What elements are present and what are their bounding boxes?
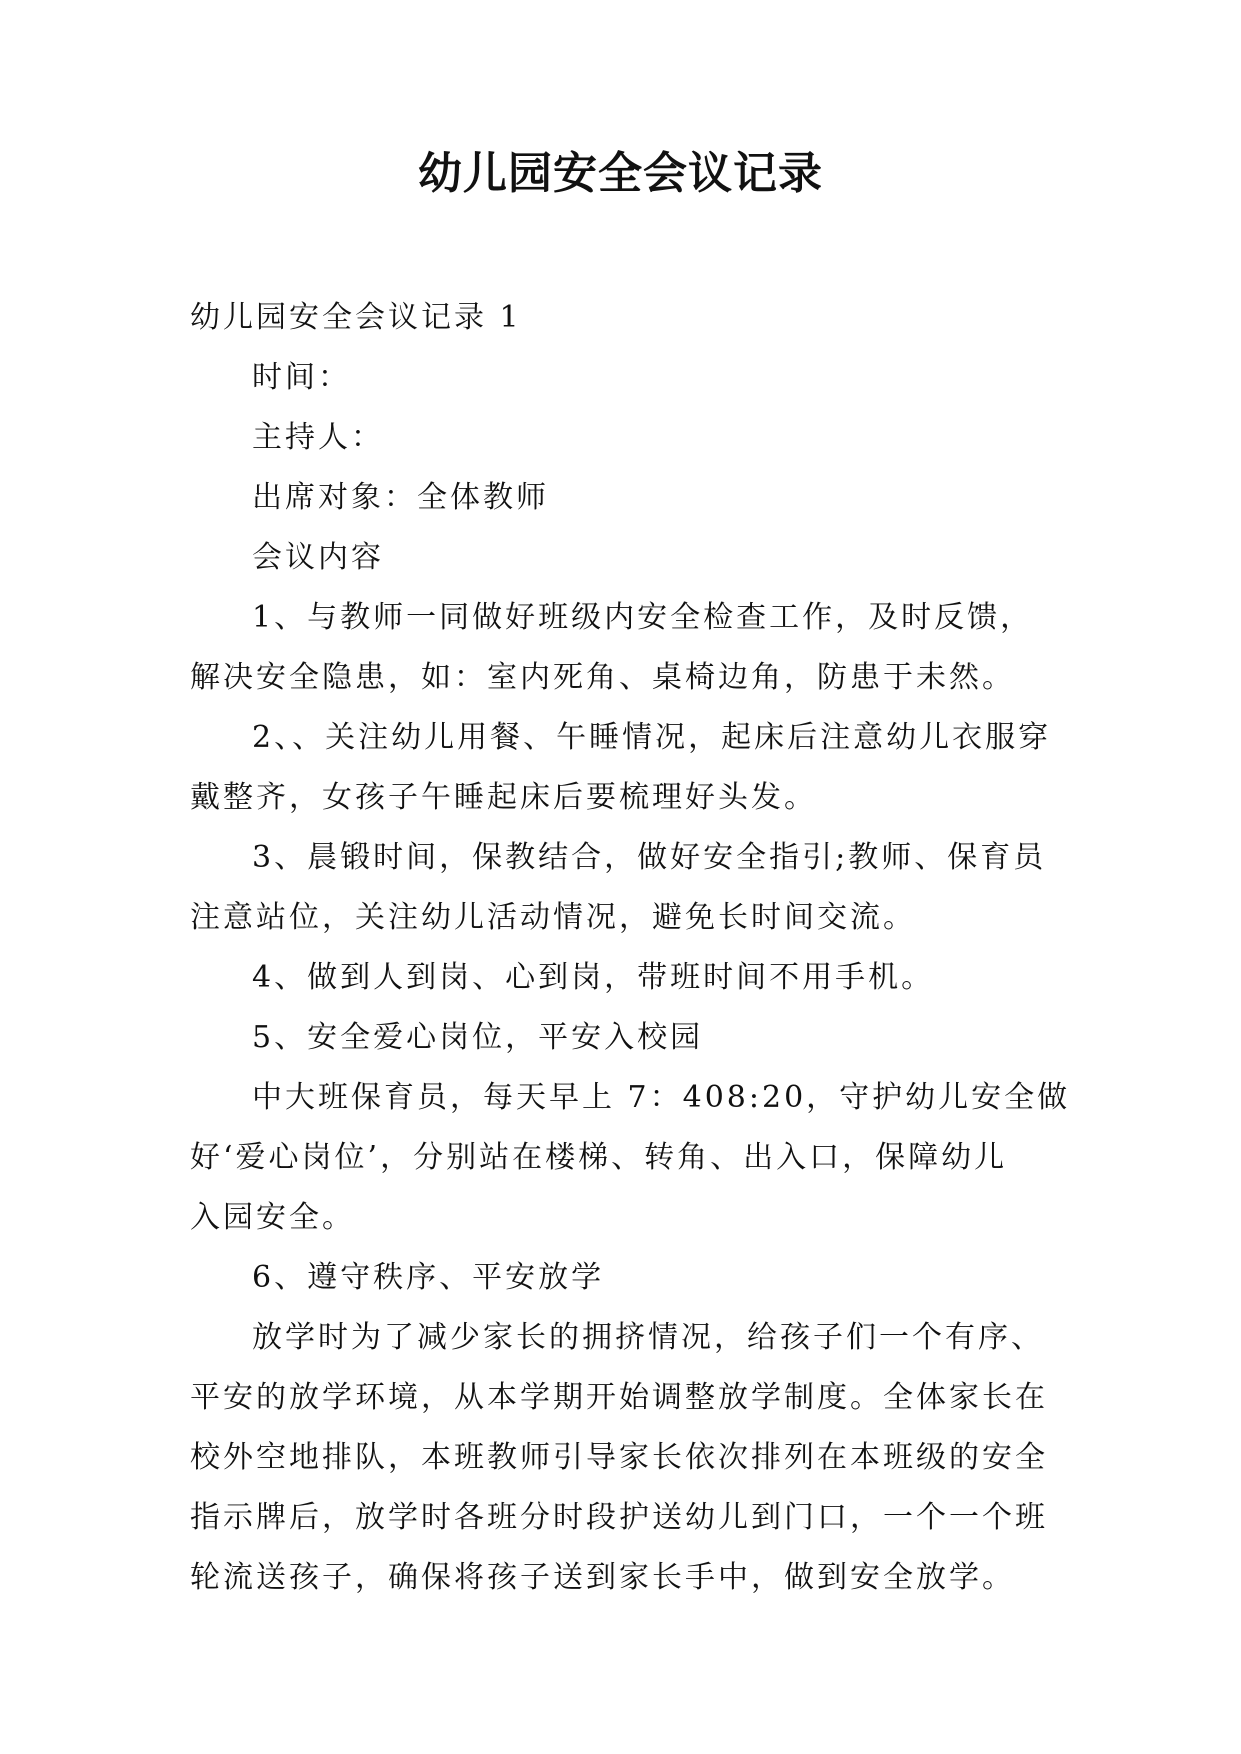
document-body: [190, 288, 1070, 1608]
item-3-line-1: 3、晨锻时间，保教结合，做好安全指引;教师、保育员: [252, 840, 1047, 875]
attendees-line: 出席对象：全体教师: [252, 480, 549, 515]
item-2-line-2: 戴整齐，女孩子午睡起床后要梳理好头发。: [190, 780, 817, 815]
document-title: 幼儿园安全会议记录: [418, 148, 823, 199]
item-6-detail-line-1: 放学时为了减少家长的拥挤情况，给孩子们一个有序、: [252, 1320, 1044, 1355]
meeting-time-line: 时间：: [252, 360, 351, 395]
item-3-line-2: 注意站位，关注幼儿活动情况，避免长时间交流。: [190, 900, 916, 935]
item-5-detail-line-1: 中大班保育员，每天早上 7：408:20，守护幼儿安全做: [252, 1080, 1071, 1115]
item-4-line: 4、做到人到岗、心到岗，带班时间不用手机。: [252, 960, 935, 995]
section-heading: 幼儿园安全会议记录 1: [190, 300, 522, 335]
item-6-detail-line-4: 指示牌后，放学时各班分时段护送幼儿到门口，一个一个班: [190, 1500, 1048, 1535]
item-5-heading: 5、安全爱心岗位，平安入校园: [252, 1020, 704, 1055]
item-5-detail-line-2: 好‘爱心岗位’，分别站在楼梯、转角、出入口，保障幼儿: [190, 1140, 1008, 1175]
item-6-detail-line-2: 平安的放学环境，从本学期开始调整放学制度。全体家长在: [190, 1380, 1048, 1415]
item-6-detail-line-5: 轮流送孩子，确保将孩子送到家长手中，做到安全放学。: [190, 1560, 1015, 1595]
meeting-content-heading: 会议内容: [252, 540, 384, 575]
item-6-heading: 6、遵守秩序、平安放学: [252, 1260, 605, 1295]
item-6-detail-line-3: 校外空地排队，本班教师引导家长依次排列在本班级的安全: [190, 1440, 1048, 1475]
meeting-host-line: 主持人：: [252, 420, 384, 455]
item-5-detail-line-3: 入园安全。: [190, 1200, 355, 1235]
item-2-line-1: 2、、关注幼儿用餐、午睡情况，起床后注意幼儿衣服穿: [252, 720, 1052, 755]
item-1-line-2: 解决安全隐患，如：室内死角、桌椅边角，防患于未然。: [190, 660, 1015, 695]
item-1-line-1: 1、与教师一同做好班级内安全检查工作，及时反馈，: [252, 600, 1034, 635]
